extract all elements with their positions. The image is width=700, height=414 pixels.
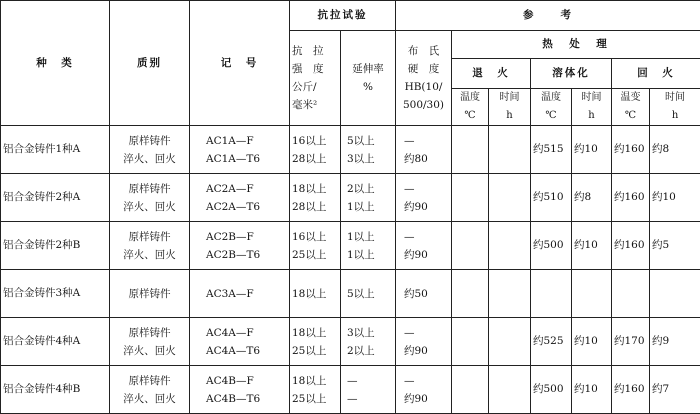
quality-line-2: 淬火、回火 bbox=[112, 150, 187, 168]
group-header-heat-treatment: 热 处 理 bbox=[452, 31, 700, 59]
tempering-temp-header bbox=[612, 89, 650, 126]
code-line-2: AC4A—T6 bbox=[206, 342, 287, 360]
hardness-line-2: 约90 bbox=[404, 342, 449, 360]
tempering-time-label: 时间 bbox=[652, 89, 698, 107]
elongation-cell bbox=[341, 174, 396, 222]
code-line-2: AC4B—T6 bbox=[206, 390, 287, 408]
tensile-line-1: 18以上 bbox=[292, 324, 338, 342]
code-line-1: AC2A—F bbox=[206, 180, 287, 198]
solution-temp-header bbox=[531, 89, 572, 126]
annealing-time-cell bbox=[489, 318, 531, 366]
tensile-line-1: 18以上 bbox=[292, 372, 338, 390]
quality-line-1: 原样铸件 bbox=[112, 180, 187, 198]
solution-time-cell: 约10 bbox=[572, 366, 612, 414]
annealing-time-cell bbox=[489, 366, 531, 414]
elongation-cell bbox=[341, 366, 396, 414]
solution-temp-unit: ℃ bbox=[533, 107, 569, 125]
tempering-temp-cell: 约160 bbox=[612, 222, 650, 270]
annealing-time-cell bbox=[489, 126, 531, 174]
col-header-code: 记 号 bbox=[190, 1, 290, 126]
elongation-line-1: 5以上 bbox=[347, 285, 393, 303]
tempering-time-cell: 约9 bbox=[650, 318, 700, 366]
solution-temp-cell: 约515 bbox=[531, 126, 572, 174]
table-row bbox=[1, 318, 700, 366]
annealing-temp-cell bbox=[452, 222, 489, 270]
tensile-cell bbox=[290, 174, 341, 222]
elongation-cell bbox=[341, 126, 396, 174]
elongation-line-1: 2以上 bbox=[347, 180, 393, 198]
quality-line-2: 淬火、回火 bbox=[112, 246, 187, 264]
tempering-temp-label: 温变 bbox=[614, 89, 647, 107]
hardness-cell bbox=[396, 222, 452, 270]
hardness-line-2: 约90 bbox=[404, 246, 449, 264]
hardness-line-3: HB(10/ bbox=[398, 78, 449, 96]
elongation-line-2: % bbox=[343, 78, 393, 96]
tensile-line-2: 28以上 bbox=[292, 150, 338, 168]
tensile-line-1: 18以上 bbox=[292, 285, 338, 303]
tempering-temp-cell: 约170 bbox=[612, 318, 650, 366]
code-line-1: AC4B—F bbox=[206, 372, 287, 390]
tensile-strength-line-3: 公斤/ bbox=[292, 78, 338, 96]
alloy-type-cell: 铝合金铸件4种B bbox=[1, 366, 110, 414]
solution-temp-label: 温度 bbox=[533, 89, 569, 107]
tempering-temp-cell: 约160 bbox=[612, 366, 650, 414]
solution-time-cell: 约10 bbox=[572, 318, 612, 366]
code-cell bbox=[190, 270, 290, 318]
hardness-line-2: 约80 bbox=[404, 150, 449, 168]
code-cell bbox=[190, 126, 290, 174]
quality-cell bbox=[110, 318, 190, 366]
tensile-cell bbox=[290, 318, 341, 366]
hardness-line-1: — bbox=[404, 132, 449, 150]
tensile-line-1: 16以上 bbox=[292, 228, 338, 246]
annealing-temp-cell bbox=[452, 126, 489, 174]
elongation-line-2: 1以上 bbox=[347, 198, 393, 216]
solution-time-cell: 约10 bbox=[572, 222, 612, 270]
code-line-2: AC1A—T6 bbox=[206, 150, 287, 168]
alloy-type-cell: 铝合金铸件2种A bbox=[1, 174, 110, 222]
tempering-time-cell: 约5 bbox=[650, 222, 700, 270]
tensile-line-2: 25以上 bbox=[292, 342, 338, 360]
elongation-cell bbox=[341, 318, 396, 366]
quality-cell bbox=[110, 366, 190, 414]
hardness-cell bbox=[396, 366, 452, 414]
tensile-line-2: 25以上 bbox=[292, 390, 338, 408]
table-row bbox=[1, 366, 700, 414]
tensile-line-2: 28以上 bbox=[292, 198, 338, 216]
code-cell bbox=[190, 174, 290, 222]
tensile-strength-line-4: 毫米² bbox=[292, 96, 338, 114]
hardness-line-2: 约90 bbox=[404, 390, 449, 408]
elongation-cell bbox=[341, 270, 396, 318]
hardness-cell bbox=[396, 318, 452, 366]
tempering-temp-cell bbox=[612, 270, 650, 318]
group-header-annealing: 退 火 bbox=[452, 59, 531, 89]
col-header-elongation bbox=[341, 31, 396, 126]
tempering-time-cell: 约10 bbox=[650, 174, 700, 222]
hardness-cell bbox=[396, 270, 452, 318]
code-cell bbox=[190, 366, 290, 414]
elongation-line-2: 3以上 bbox=[347, 150, 393, 168]
tensile-cell bbox=[290, 222, 341, 270]
tempering-temp-unit: ℃ bbox=[614, 107, 647, 125]
quality-cell bbox=[110, 126, 190, 174]
quality-line-1: 原样铸件 bbox=[112, 372, 187, 390]
group-header-reference: 参 考 bbox=[396, 1, 700, 31]
hardness-line-4: 500/30) bbox=[398, 96, 449, 114]
elongation-line-1: — bbox=[347, 372, 393, 390]
elongation-line-2: 1以上 bbox=[347, 246, 393, 264]
group-header-tensile-test: 抗拉试验 bbox=[290, 1, 396, 31]
quality-line-1: 原样铸件 bbox=[112, 228, 187, 246]
alloy-type-cell: 铝合金铸件3种A bbox=[1, 270, 110, 318]
elongation-line-1: 1以上 bbox=[347, 228, 393, 246]
code-line-1: AC1A—F bbox=[206, 132, 287, 150]
code-line-1: AC4A—F bbox=[206, 324, 287, 342]
code-line-1: AC3A—F bbox=[206, 285, 287, 303]
quality-line-2: 淬火、回火 bbox=[112, 390, 187, 408]
elongation-line-2: — bbox=[347, 390, 393, 408]
solution-temp-cell bbox=[531, 270, 572, 318]
solution-temp-cell: 约500 bbox=[531, 222, 572, 270]
alloy-type-cell: 铝合金铸件1种A bbox=[1, 126, 110, 174]
hardness-line-1: — bbox=[404, 180, 449, 198]
annealing-temp-cell bbox=[452, 174, 489, 222]
tensile-line-1: 18以上 bbox=[292, 180, 338, 198]
quality-line-2: 淬火、回火 bbox=[112, 198, 187, 216]
quality-line-2: 淬火、回火 bbox=[112, 342, 187, 360]
table-row bbox=[1, 222, 700, 270]
hardness-line-1: — bbox=[404, 372, 449, 390]
solution-time-cell: 约10 bbox=[572, 126, 612, 174]
hardness-cell bbox=[396, 174, 452, 222]
quality-line-1: 原样铸件 bbox=[112, 324, 187, 342]
tensile-line-1: 16以上 bbox=[292, 132, 338, 150]
code-cell bbox=[190, 222, 290, 270]
col-header-tensile-strength bbox=[290, 31, 341, 126]
alloy-type-cell: 铝合金铸件2种B bbox=[1, 222, 110, 270]
elongation-line-1: 5以上 bbox=[347, 132, 393, 150]
col-header-quality: 质别 bbox=[110, 1, 190, 126]
annealing-temp-header bbox=[452, 89, 489, 126]
solution-time-label: 时间 bbox=[574, 89, 609, 107]
annealing-temp-cell bbox=[452, 318, 489, 366]
solution-time-header bbox=[572, 89, 612, 126]
hardness-line-1: — bbox=[404, 228, 449, 246]
tempering-time-cell bbox=[650, 270, 700, 318]
tempering-temp-cell: 约160 bbox=[612, 174, 650, 222]
elongation-line-2: 2以上 bbox=[347, 342, 393, 360]
annealing-time-cell bbox=[489, 222, 531, 270]
quality-cell bbox=[110, 270, 190, 318]
code-cell bbox=[190, 318, 290, 366]
solution-temp-cell: 约510 bbox=[531, 174, 572, 222]
tensile-strength-line-1: 抗 拉 bbox=[292, 42, 338, 60]
tensile-cell bbox=[290, 270, 341, 318]
quality-cell bbox=[110, 222, 190, 270]
hardness-line-1: 约50 bbox=[404, 285, 449, 303]
table-row bbox=[1, 174, 700, 222]
annealing-time-label: 时间 bbox=[491, 89, 528, 107]
annealing-time-header bbox=[489, 89, 531, 126]
quality-line-1: 原样铸件 bbox=[112, 285, 187, 303]
tensile-line-2: 25以上 bbox=[292, 246, 338, 264]
annealing-time-cell bbox=[489, 174, 531, 222]
solution-temp-cell: 约525 bbox=[531, 318, 572, 366]
tensile-cell bbox=[290, 126, 341, 174]
tensile-cell bbox=[290, 366, 341, 414]
tempering-time-cell: 约8 bbox=[650, 126, 700, 174]
tempering-time-cell: 约7 bbox=[650, 366, 700, 414]
table-row bbox=[1, 126, 700, 174]
hardness-cell bbox=[396, 126, 452, 174]
elongation-cell bbox=[341, 222, 396, 270]
elongation-line-1: 3以上 bbox=[347, 324, 393, 342]
col-header-hardness bbox=[396, 31, 452, 126]
tempering-time-header bbox=[650, 89, 700, 126]
elongation-line-1: 延伸率 bbox=[343, 60, 393, 78]
alloy-type-cell: 铝合金铸件4种A bbox=[1, 318, 110, 366]
solution-temp-cell: 约500 bbox=[531, 366, 572, 414]
hardness-line-1: — bbox=[404, 324, 449, 342]
tensile-strength-line-2: 强 度 bbox=[292, 60, 338, 78]
code-line-2: AC2B—T6 bbox=[206, 246, 287, 264]
annealing-temp-cell bbox=[452, 270, 489, 318]
tempering-temp-cell: 约160 bbox=[612, 126, 650, 174]
quality-cell bbox=[110, 174, 190, 222]
quality-line-1: 原样铸件 bbox=[112, 132, 187, 150]
code-line-1: AC2B—F bbox=[206, 228, 287, 246]
tempering-time-unit: h bbox=[652, 107, 698, 125]
solution-time-cell: 约8 bbox=[572, 174, 612, 222]
group-header-tempering: 回 火 bbox=[612, 59, 700, 89]
table-row bbox=[1, 270, 700, 318]
annealing-temp-label: 温度 bbox=[454, 89, 486, 107]
annealing-temp-cell bbox=[452, 366, 489, 414]
group-header-solution: 溶体化 bbox=[531, 59, 612, 89]
col-header-type: 种 类 bbox=[1, 1, 110, 126]
annealing-temp-unit: ℃ bbox=[454, 107, 486, 125]
solution-time-cell bbox=[572, 270, 612, 318]
code-line-2: AC2A—T6 bbox=[206, 198, 287, 216]
annealing-time-unit: h bbox=[491, 107, 528, 125]
hardness-line-2: 硬 度 bbox=[398, 60, 449, 78]
solution-time-unit: h bbox=[574, 107, 609, 125]
annealing-time-cell bbox=[489, 270, 531, 318]
hardness-line-1: 布 氏 bbox=[398, 42, 449, 60]
hardness-line-2: 约90 bbox=[404, 198, 449, 216]
